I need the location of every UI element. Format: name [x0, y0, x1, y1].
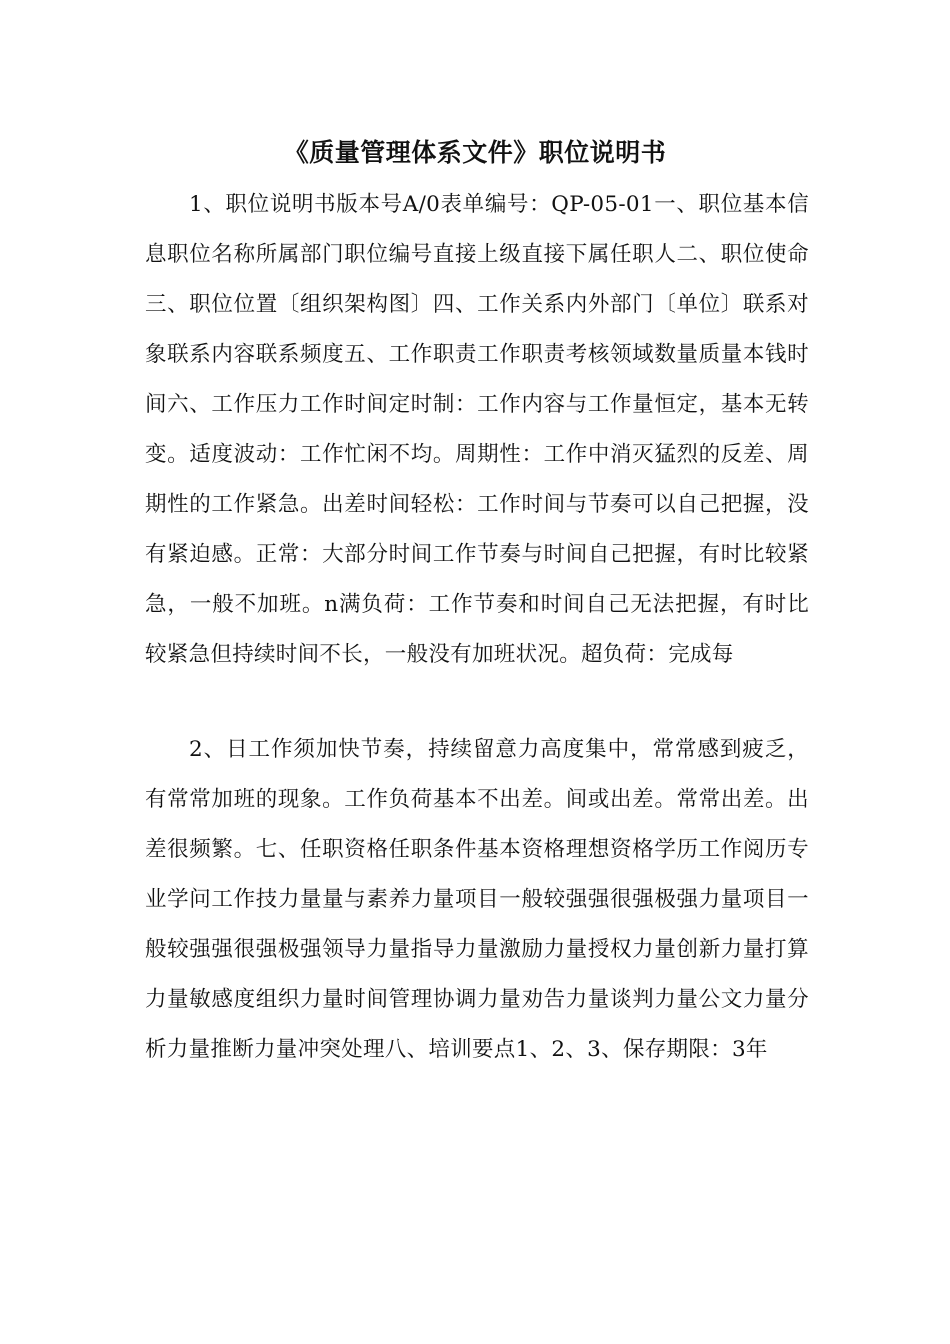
paragraph-1: 1、职位说明书版本号A/0表单编号：QP-05-01一、职位基本信息职位名称所属部门职位编号直接上级直接下属任职人二、职位使命三、职位位置〔组织架构图〕四、工作关系内外部门〔单位〕联系对象联系内容联系频度五、工作职责工作职责考核领域数量质量本钱时间六、工作压力工作时间定时制：工作内容与工作量恒定，基本无转变。适度波动：工作忙闲不均。周期性：工作中消灭猛烈的反差、周期性的工作紧急。出差时间轻松：工作时间与节奏可以自己把握，没有紧迫感。正常：大部分时间工作节奏与时间自己把握，有时比较紧急，一般不加班。n满负荷：工作节奏和时间自己无法把握，有时比较紧急但持续时间不长，一般没有加班状况。超负荷：完成每	[145, 192, 809, 667]
paragraph-2: 2、日工作须加快节奏，持续留意力高度集中，常常感到疲乏，有常常加班的现象。工作负荷基本不出差。间或出差。常常出差。出差很频繁。七、任职资格任职条件基本资格理想资格学历工作阅历专业学问工作技力量量与素养力量项目一般较强强很强极强力量项目一般较强强很强极强领导力量指导力量激励力量授权力量创新力量打算力量敏感度组织力量时间管理协调力量劝告力量谈判力量公文力量分析力量推断力量冲突处理八、培训要点1、2、3、保存期限：3年	[145, 737, 809, 1062]
document-title: 《质量管理体系文件》职位说明书	[283, 138, 667, 167]
